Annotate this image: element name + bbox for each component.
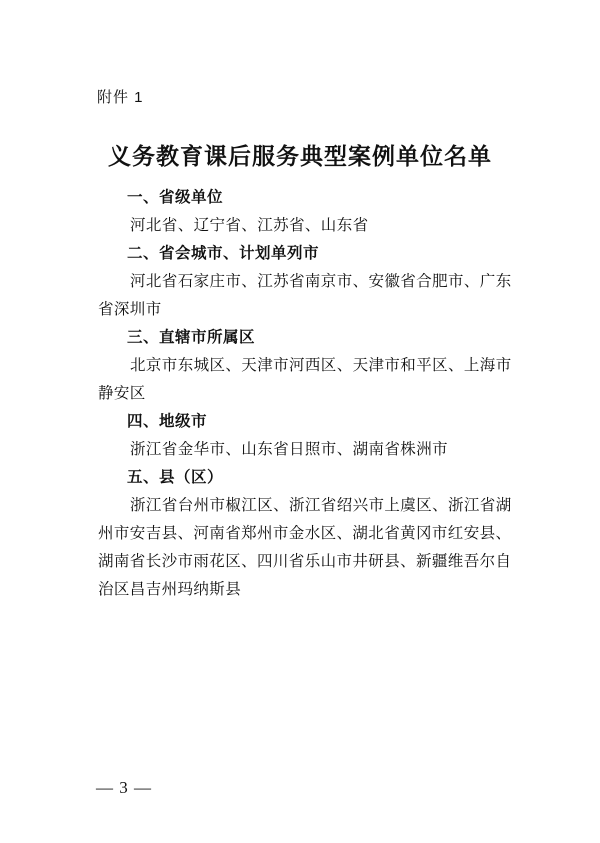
section-body-capital-cities bbox=[98, 267, 528, 323]
section-heading-municipal-districts: 三、直辖市所属区 bbox=[127, 328, 256, 346]
body-line: 河北省石家庄市、江苏省南京市、安徽省合肥市、广东 bbox=[130, 272, 512, 290]
section-body-municipal-districts bbox=[98, 351, 528, 407]
document-title: 义务教育课后服务典型案例单位名单 bbox=[108, 143, 492, 170]
section-body-provincial bbox=[130, 211, 528, 239]
body-line: 湖南省长沙市雨花区、四川省乐山市井研县、新疆维吾尔自 bbox=[98, 552, 512, 570]
section-heading-prefecture-cities: 四、地级市 bbox=[127, 412, 208, 430]
section-heading-counties: 五、县（区） bbox=[127, 468, 224, 486]
body-line: 浙江省金华市、山东省日照市、湖南省株洲市 bbox=[130, 440, 449, 458]
section-heading-capital-cities: 二、省会城市、计划单列市 bbox=[127, 244, 320, 262]
page-number: — 3 — bbox=[96, 778, 152, 797]
body-line: 省深圳市 bbox=[98, 300, 162, 318]
body-line: 河北省、辽宁省、江苏省、山东省 bbox=[130, 216, 369, 234]
document-body bbox=[98, 183, 528, 603]
body-line: 州市安吉县、河南省郑州市金水区、湖北省黄冈市红安县、 bbox=[98, 524, 512, 542]
body-line: 治区昌吉州玛纳斯县 bbox=[98, 580, 242, 598]
section-body-prefecture-cities bbox=[130, 435, 528, 463]
body-line: 北京市东城区、天津市河西区、天津市和平区、上海市 bbox=[130, 356, 512, 374]
section-body-counties bbox=[98, 491, 528, 603]
section-heading-provincial: 一、省级单位 bbox=[127, 188, 224, 206]
body-line: 浙江省台州市椒江区、浙江省绍兴市上虞区、浙江省湖 bbox=[130, 496, 512, 514]
attachment-label: 附件 1 bbox=[97, 89, 144, 106]
body-line: 静安区 bbox=[98, 384, 146, 402]
